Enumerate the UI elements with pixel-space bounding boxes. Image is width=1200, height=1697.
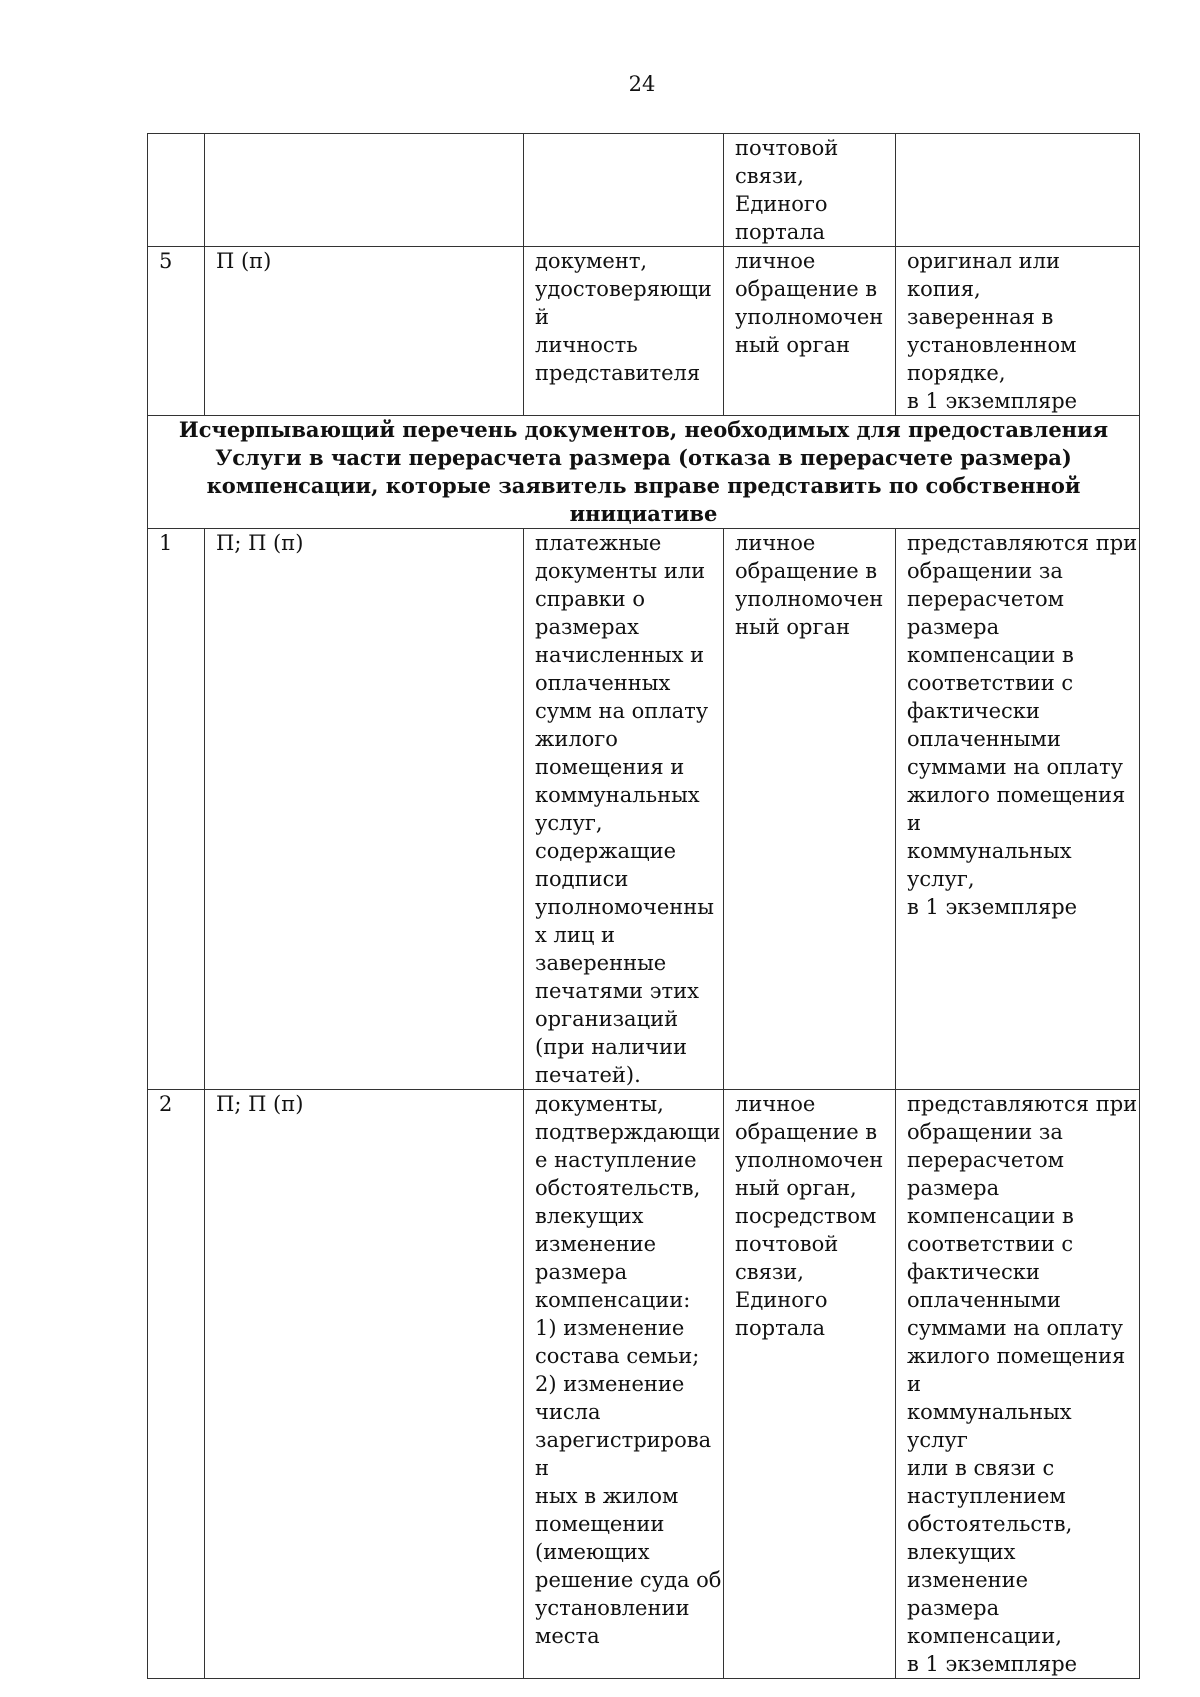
- applicant-code-cell: П; П (п): [205, 1090, 524, 1679]
- submission-method-cell: личное обращение в уполномочен ный орган, посредством почтовой связи, Единого портала: [724, 1090, 896, 1679]
- applicant-code-cell: [205, 134, 524, 247]
- section-title: Исчерпывающий перечень документов, необходимых для предоставления Услуги в части перерасчета размера (отказа в перерасчете размера) компенсации, которые заявитель вправе представить по собственной инициативе: [148, 416, 1140, 529]
- document-cell: документы, подтверждающи е наступление обстоятельств, влекущих изменение размера компенсации: 1) изменение состава семьи; 2) изменение числа зарегистрирован ных в жилом помещении (имеющих решение суда об установлении места: [524, 1090, 724, 1679]
- document-cell: [524, 134, 724, 247]
- row-number-cell: [148, 134, 205, 247]
- table-row: [148, 247, 1140, 416]
- note-cell: представляются при обращении за перерасчетом размера компенсации в соответствии с фактически оплаченными суммами на оплату жилого помещения и коммунальных услуг или в связи с наступлением обстоятельств, влекущих изменение размера компенсации, в 1 экземпляре: [896, 1090, 1140, 1679]
- document-cell: платежные документы или справки о размерах начисленных и оплаченных сумм на оплату жилого помещения и коммунальных услуг, содержащие подписи уполномоченны х лиц и заверенные печатями этих организаций (при наличии печатей).: [524, 529, 724, 1090]
- note-cell: представляются при обращении за перерасчетом размера компенсации в соответствии с фактически оплаченными суммами на оплату жилого помещения и коммунальных услуг, в 1 экземпляре: [896, 529, 1140, 1090]
- table-row: [148, 529, 1140, 1090]
- section-header-row: [148, 416, 1140, 529]
- submission-method-cell: личное обращение в уполномочен ный орган: [724, 529, 896, 1090]
- applicant-code-cell: П (п): [205, 247, 524, 416]
- row-number-cell: 2: [148, 1090, 205, 1679]
- table-row: [148, 134, 1140, 247]
- documents-table: [147, 133, 1140, 1679]
- table-row: [148, 1090, 1140, 1679]
- row-number-cell: 5: [148, 247, 205, 416]
- note-cell: оригинал или копия, заверенная в установленном порядке, в 1 экземпляре: [896, 247, 1140, 416]
- row-number-cell: 1: [148, 529, 205, 1090]
- submission-method-cell: почтовой связи, Единого портала: [724, 134, 896, 247]
- document-cell: документ, удостоверяющий личность представителя: [524, 247, 724, 416]
- submission-method-cell: личное обращение в уполномочен ный орган: [724, 247, 896, 416]
- applicant-code-cell: П; П (п): [205, 529, 524, 1090]
- note-cell: [896, 134, 1140, 247]
- page-number: 24: [628, 72, 656, 96]
